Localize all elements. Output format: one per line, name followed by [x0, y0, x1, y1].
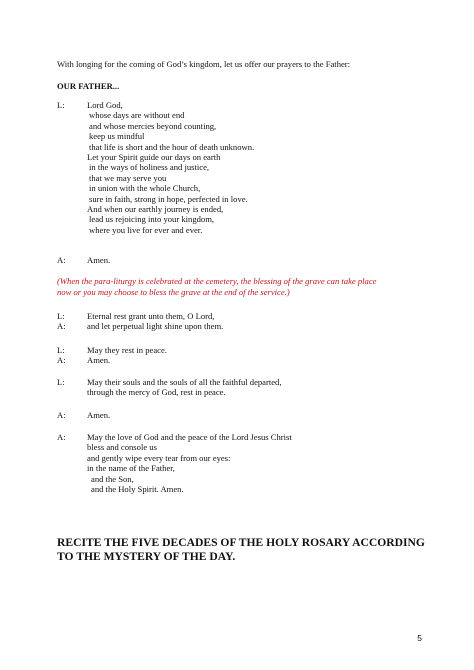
prayer-line: in the ways of holiness and justice, [89, 162, 210, 173]
blessing-line: and gently wipe every tear from our eyes: [87, 452, 231, 463]
rubric-line: now or you may choose to bless the grave at the end of the service.) [57, 287, 290, 297]
prayer-line: where you live for ever and ever. [89, 224, 203, 235]
amen-text: Amen. [87, 255, 111, 265]
prayer-line: Let your Spirit guide our days on earth [87, 152, 221, 163]
blessing-line: in the name of the Father, [87, 463, 175, 474]
rosary-instruction-line: RECITE THE FIVE DECADES OF THE HOLY ROSARY ACCORDING [57, 536, 425, 549]
prayer-line: sure in faith, strong in hope, perfected in love. [89, 193, 248, 204]
rest-peace-speaker-l: L: [57, 345, 65, 355]
amen-text: Amen. [87, 410, 111, 420]
blessing-speaker: A: [57, 432, 66, 442]
blessing-line: bless and console us [87, 442, 157, 453]
eternal-rest-speaker-l: L: [57, 311, 65, 321]
blessing-text [87, 432, 292, 494]
rosary-instruction-line: TO THE MYSTERY OF THE DAY. [57, 549, 236, 563]
prayer-line: whose days are without end [89, 110, 185, 121]
our-father-heading: OUR FATHER... [57, 81, 120, 91]
rosary-instruction [57, 536, 425, 563]
souls-line: through the mercy of God, rest in peace. [87, 387, 226, 398]
souls-line: May their souls and the souls of all the faithful departed, [87, 377, 282, 387]
souls-text [87, 377, 282, 398]
eternal-rest-line-a: and let perpetual light shine upon them. [87, 321, 224, 332]
prayer-line: and whose mercies beyond counting, [89, 120, 217, 131]
amen-speaker: A: [57, 410, 66, 420]
blessing-line: and the Son, [91, 473, 134, 484]
eternal-rest-line-l: Eternal rest grant unto them, O Lord, [87, 311, 215, 321]
amen-speaker: A: [57, 255, 66, 265]
intro-text: With longing for the coming of God’s kingdom, let us offer our prayers to the Father: [57, 59, 351, 69]
prayer-line: in union with the whole Church, [89, 183, 201, 194]
prayer-line: keep us mindful [89, 131, 145, 142]
souls-speaker: L: [57, 377, 65, 387]
page-number: 5 [417, 633, 422, 643]
rubric-note [57, 276, 427, 298]
prayer-line: that we may serve you [89, 172, 167, 183]
rest-peace-line-l: May they rest in peace. [87, 345, 167, 355]
prayer-line: Lord God, [87, 100, 123, 110]
prayer-speaker: L: [57, 100, 65, 110]
eternal-rest-speaker-a: A: [57, 321, 66, 332]
blessing-line: and the Holy Spirit. Amen. [91, 484, 184, 495]
prayer-line: And when our earthly journey is ended, [87, 204, 224, 215]
blessing-line: May the love of God and the peace of the Lord Jesus Christ [87, 432, 292, 442]
rubric-line: (When the para-liturgy is celebrated at the cemetery, the blessing of the grave can take place [57, 276, 377, 286]
rest-peace-speaker-a: A: [57, 355, 66, 366]
prayer-text [87, 100, 254, 235]
prayer-line: lead us rejoicing into your kingdom, [89, 214, 215, 225]
prayer-line: that life is short and the hour of death unknown. [89, 141, 255, 152]
rest-peace-line-a: Amen. [87, 355, 111, 366]
